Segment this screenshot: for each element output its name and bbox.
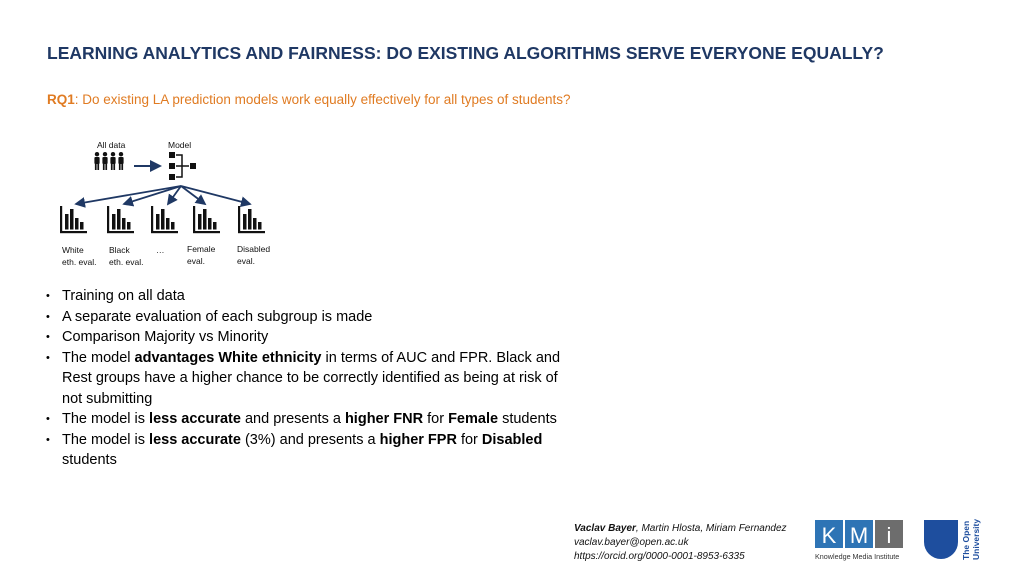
group-label-female: Female eval. [187,244,216,266]
bullet-item: • The model is less accurate (3%) and presents a higher FPR for Disabled students [44,430,564,471]
model-label: Model [168,140,192,150]
bar-chart-icon [151,206,178,233]
svg-text:University: University [971,518,981,560]
people-icon [94,152,123,170]
coauthors: , Martin Hlosta, Miriam Fernandez [635,523,787,534]
author-info [574,522,787,564]
svg-text:Knowledge Media Institute: Knowledge Media Institute [815,552,900,561]
group-label-black: Black eth. eval. [109,245,144,267]
group-label-other: … [156,245,165,255]
svg-text:K: K [821,523,837,548]
svg-text:The Open: The Open [961,520,971,560]
author-orcid: https://orcid.org/0000-0001-8953-6335 [574,551,745,562]
group-label-disabled: Disabled eval. [237,244,271,266]
rq-label: RQ1 [47,92,75,107]
bar-chart-icon [193,206,220,233]
bullet-item: • The model is less accurate and presents a higher FNR for Female students [44,409,564,430]
author-main: Vaclav Bayer [574,523,636,534]
svg-text:i: i [886,523,892,548]
research-question [47,92,571,107]
findings-list [44,286,564,471]
bullet-item: • A separate evaluation of each subgroup is made [44,307,564,328]
group-label-white: White eth. eval. [62,245,97,267]
bullet-item: • Comparison Majority vs Minority [44,327,564,348]
bullet-item: • Training on all data [44,286,564,307]
rq-text: : Do existing LA prediction models work equally effectively for all types of students? [74,92,571,107]
bullet-item: • The model advantages White ethnicity in terms of AUC and FPR. Black and Rest groups have a higher chance to be correctly identified as being at risk of not submitting [44,348,564,410]
slide-title: LEARNING ANALYTICS AND FAIRNESS: DO EXISTING ALGORITHMS SERVE EVERYONE EQUALLY? [47,43,884,63]
bar-chart-icon [107,206,134,233]
model-to-group-arrows [76,186,250,204]
kmi-logo [813,518,908,562]
bar-chart-icon [238,206,265,233]
evaluation-diagram [40,130,300,275]
all-data-label: All data [97,140,126,150]
bar-chart-icon [60,206,87,233]
open-university-logo [922,518,984,562]
model-icon [169,152,196,180]
author-email: vaclav.bayer@open.ac.uk [574,537,689,548]
svg-text:M: M [849,523,869,548]
